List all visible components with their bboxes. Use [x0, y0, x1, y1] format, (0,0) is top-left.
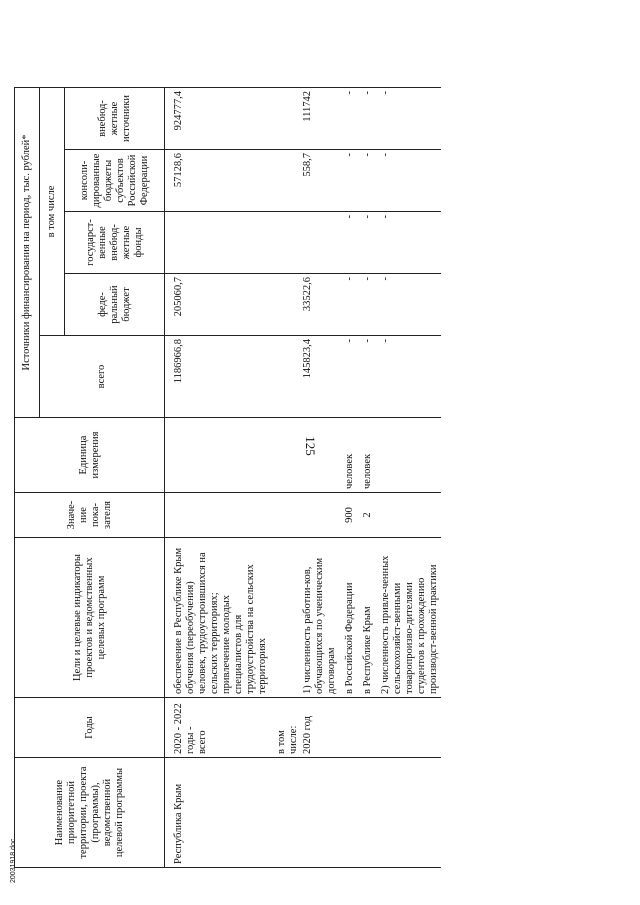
- cell-value: 900: [339, 493, 357, 538]
- col-header-goals: Цели и целевые индикаторы проектов и ведомственных целевых программ: [15, 538, 165, 698]
- table-row: [339, 88, 357, 868]
- cell-state-funds: [165, 212, 271, 274]
- cell-extrabudget: 111742: [301, 88, 339, 150]
- cell-extrabudget: -: [375, 88, 441, 150]
- cell-federal: -: [375, 274, 441, 336]
- cell-total: -: [375, 336, 441, 418]
- cell-extrabudget: -: [339, 88, 357, 150]
- cell-name: Республика Крым: [165, 758, 271, 868]
- cell-goal: в Республике Крым: [357, 538, 375, 698]
- cell-consolidated: -: [357, 150, 375, 212]
- cell-goal: обеспечение в Республике Крым обучения (переобучения) человек, трудоустроившихся на сельских территориях; привлечение молодых специалистов для трудоустройства на сельских территориях: [165, 538, 271, 698]
- col-header-extrabudget: внебюд-жетные источники: [65, 88, 165, 150]
- cell-unit: человек: [357, 418, 375, 493]
- cell-state-funds: [301, 212, 339, 274]
- col-header-funding: Источники финансирования на период, тыс. рублей*: [15, 88, 40, 418]
- cell-state-funds: -: [375, 212, 441, 274]
- table-row: [270, 88, 301, 868]
- col-header-state-funds: государст-венные внебюд-жетные фонды: [65, 212, 165, 274]
- col-header-consolidated: консоли-дированные бюджеты субъектов Российской Федерации: [65, 150, 165, 212]
- col-header-federal: феде-ральный бюджет: [65, 274, 165, 336]
- cell-goal: 1) численность работни-ков, обучающихся по ученическим договорам: [301, 538, 339, 698]
- col-header-including: в том числе: [40, 88, 65, 336]
- cell-goal: 2) численность привле-ченных сельскохозяйст-венными товаропроизво-дителями студентов к прохождению производст-венной практики: [375, 538, 441, 698]
- col-header-total: всего: [40, 336, 165, 418]
- cell-consolidated: 558,7: [301, 150, 339, 212]
- cell-extrabudget: 924777,4: [165, 88, 271, 150]
- col-header-years: Годы: [15, 698, 165, 758]
- cell-value: 2: [357, 493, 375, 538]
- cell-years: 2020 год: [301, 698, 339, 758]
- cell-federal: 205060,7: [165, 274, 271, 336]
- cell-total: 1186966,8: [165, 336, 271, 418]
- table-row: [375, 88, 441, 868]
- table-row: [357, 88, 375, 868]
- cell-unit: человек: [339, 418, 357, 493]
- table-row: [165, 88, 271, 868]
- cell-value: [165, 493, 271, 538]
- cell-federal: -: [339, 274, 357, 336]
- cell-total: -: [357, 336, 375, 418]
- cell-unit: [165, 418, 271, 493]
- cell-federal: 33522,6: [301, 274, 339, 336]
- col-header-name: Наименование приоритетной территории, проекта (программы), ведомственной целевой программы: [15, 758, 165, 868]
- page-number: 125: [302, 436, 318, 456]
- cell-total: -: [339, 336, 357, 418]
- cell-years: 2020 - 2022 годы - всего: [165, 698, 271, 758]
- col-header-unit: Единица измерения: [15, 418, 165, 493]
- cell-consolidated: -: [339, 150, 357, 212]
- cell-total: 145823,4: [301, 336, 339, 418]
- table-row: [301, 88, 339, 868]
- cell-years: в том числе:: [270, 698, 301, 758]
- cell-goal: в Российской Федерации: [339, 538, 357, 698]
- cell-state-funds: -: [357, 212, 375, 274]
- funding-table: [14, 87, 441, 868]
- col-header-value: Значе-ние пока-зателя: [15, 493, 165, 538]
- cell-consolidated: -: [375, 150, 441, 212]
- cell-consolidated: 57128,6: [165, 150, 271, 212]
- footer-filename: 20031918.doc: [10, 838, 17, 883]
- cell-state-funds: -: [339, 212, 357, 274]
- cell-federal: -: [357, 274, 375, 336]
- cell-extrabudget: -: [357, 88, 375, 150]
